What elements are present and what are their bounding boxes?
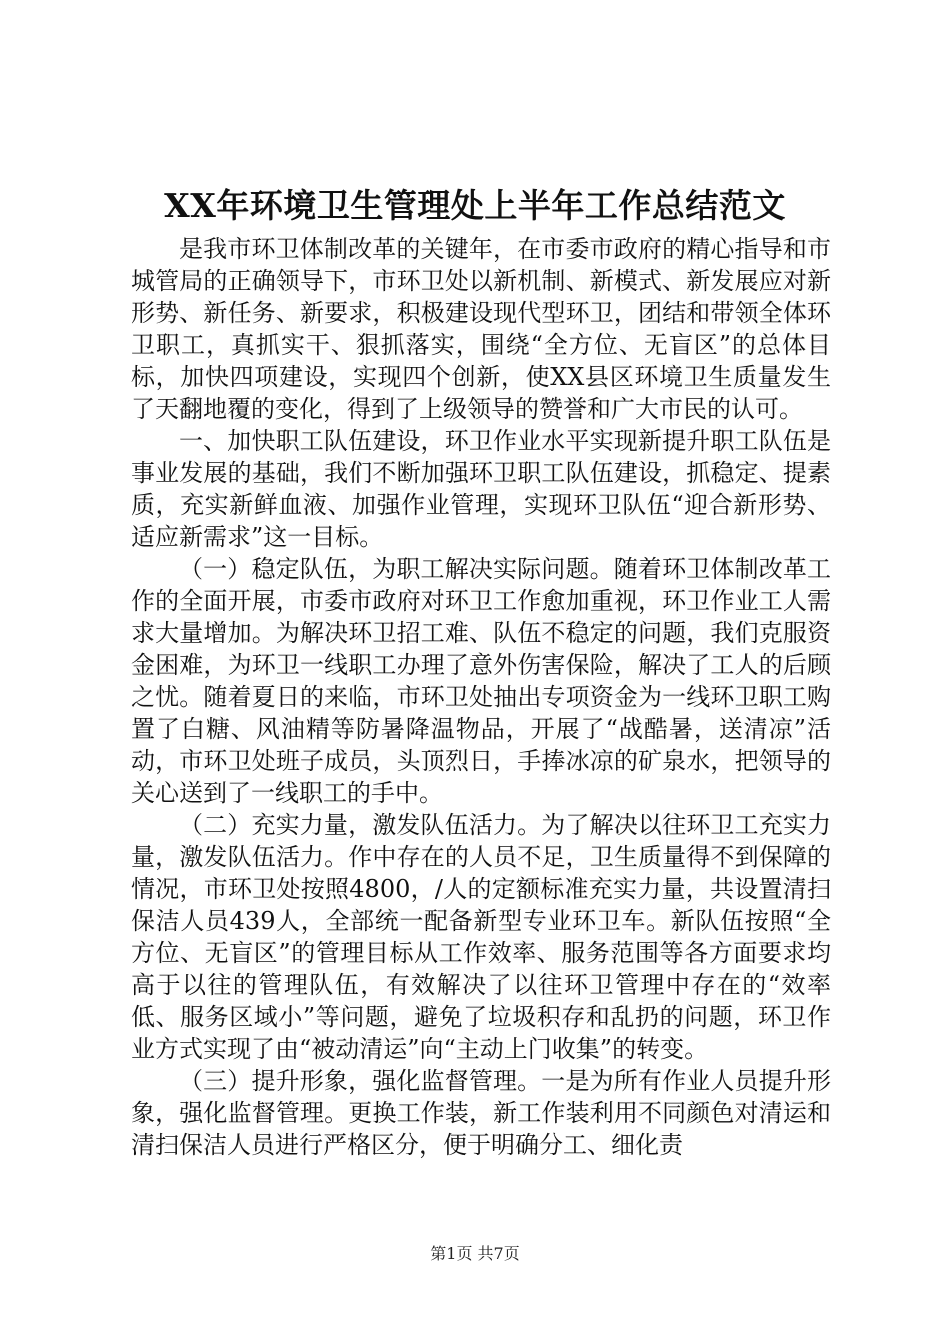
body-paragraph-subsection-one: （一）稳定队伍，为职工解决实际问题。随着环卫体制改革工作的全面开展，市委市政府对环卫工作愈加重视，环卫作业工人需求大量增加。为解决环卫招工难、队伍不稳定的问题，我们克服资金困难，为环卫一线职工办理了意外伤害保险，解决了工人的后顾之忧。随着夏日的来临，市环卫处抽出专项资金为一线环卫职工购置了白糖、风油精等防暑降温物品，开展了“战酷暑，送清凉”活动，市环卫处班子成员，头顶烈日，手捧冰凉的矿泉水，把领导的关心送到了一线职工的手中。 bbox=[131, 555, 831, 807]
body-paragraph-subsection-three: （三）提升形象，强化监督管理。一是为所有作业人员提升形象，强化监督管理。更换工作装，新工作装利用不同颜色对清运和清扫保洁人员进行严格区分，便于明确分工、细化责 bbox=[131, 1067, 831, 1159]
body-paragraph-intro: 是我市环卫体制改革的关键年，在市委市政府的精心指导和市城管局的正确领导下，市环卫处以新机制、新模式、新发展应对新形势、新任务、新要求，积极建设现代型环卫，团结和带领全体环卫职工，真抓实干、狠抓落实，围绕“全方位、无盲区”的总体目标，加快四项建设，实现四个创新，使XX县区环境卫生质量发生了天翻地覆的变化，得到了上级领导的赞誉和广大市民的认可。 bbox=[131, 235, 831, 423]
body-paragraph-section-one: 一、加快职工队伍建设，环卫作业水平实现新提升职工队伍是事业发展的基础，我们不断加强环卫职工队伍建设，抓稳定、提素质，充实新鲜血液、加强作业管理，实现环卫队伍“迎合新形势、适应新需求”这一目标。 bbox=[131, 427, 831, 551]
document-body bbox=[131, 233, 831, 1161]
document-title: XX年环境卫生管理处上半年工作总结范文 bbox=[164, 186, 786, 225]
page-number-footer: 第1页 共7页 bbox=[430, 1244, 520, 1263]
body-paragraph-subsection-two: （二）充实力量，激发队伍活力。为了解决以往环卫工充实力量，激发队伍活力。作中存在的人员不足，卫生质量得不到保障的情况，市环卫处按照4800，/人的定额标准充实力量，共设置清扫保洁人员439人，全部统一配备新型专业环卫车。新队伍按照“全方位、无盲区”的管理目标从工作效率、服务范围等各方面要求均高于以往的管理队伍，有效解决了以往环卫管理中存在的“效率低、服务区域小”等问题，避免了垃圾积存和乱扔的问题，环卫作业方式实现了由“被动清运”向“主动上门收集”的转变。 bbox=[131, 811, 831, 1063]
